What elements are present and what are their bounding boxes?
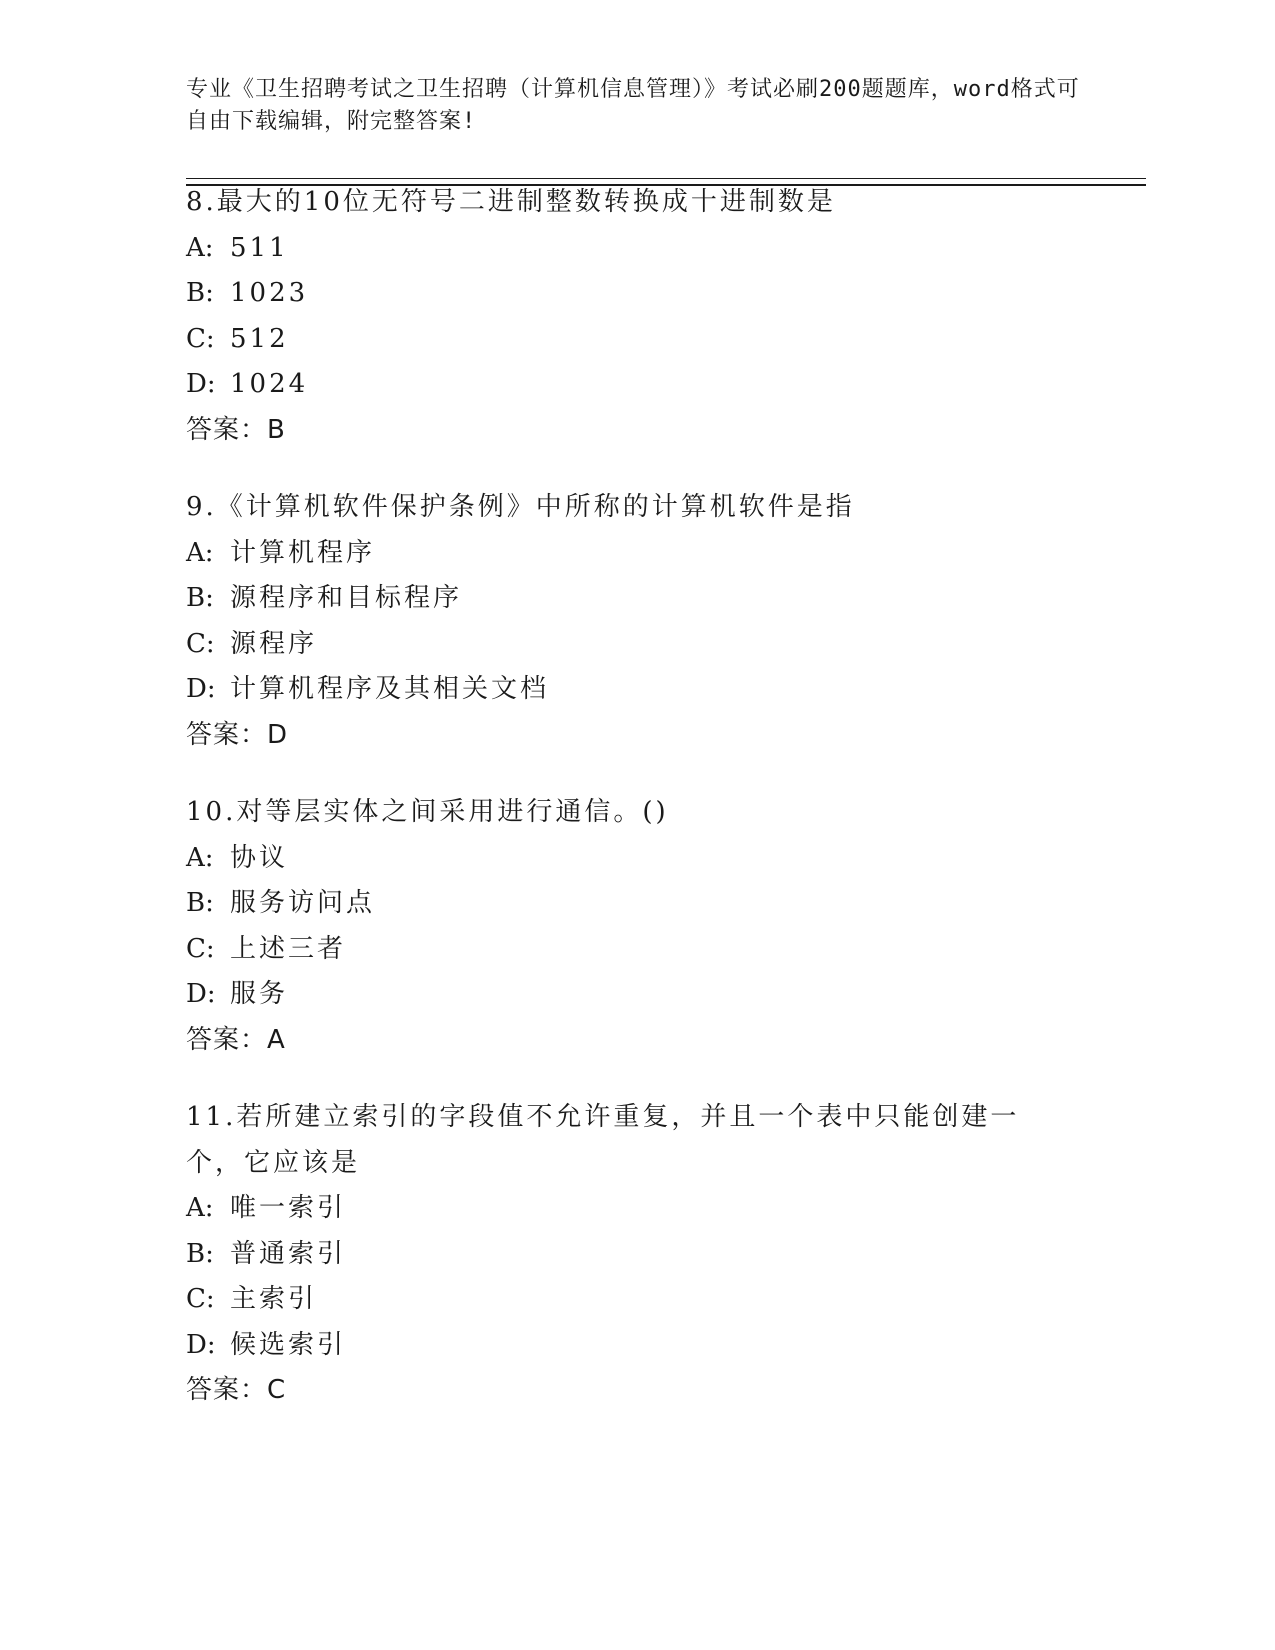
question-stem: 11.若所建立索引的字段值不允许重复，并且一个表中只能创建一个，它应该是 bbox=[186, 1102, 1020, 1178]
option-d bbox=[186, 972, 1086, 1018]
option-key: B: bbox=[186, 888, 214, 918]
question-10 bbox=[186, 790, 1086, 1063]
option-key: D: bbox=[186, 369, 216, 399]
option-d bbox=[186, 362, 1086, 408]
answer: 答案：A bbox=[186, 1024, 286, 1055]
option-text: 候选索引 bbox=[230, 1329, 347, 1360]
option-c bbox=[186, 317, 1086, 363]
question-stem: 9.《计算机软件保护条例》中所称的计算机软件是指 bbox=[186, 492, 855, 522]
option-a bbox=[186, 1186, 1086, 1232]
answer: 答案：D bbox=[186, 719, 289, 750]
option-key: B: bbox=[186, 1238, 214, 1269]
option-c bbox=[186, 927, 1086, 973]
option-a bbox=[186, 531, 1086, 577]
option-c bbox=[186, 622, 1086, 668]
option-d bbox=[186, 667, 1086, 713]
option-text: 普通索引 bbox=[230, 1238, 347, 1269]
option-key: A: bbox=[186, 1193, 214, 1223]
option-key: A: bbox=[186, 842, 214, 873]
option-key: D: bbox=[186, 674, 216, 704]
document-header: 专业《卫生招聘考试之卫生招聘（计算机信息管理）》考试必刷200题题库，word格式可自由下载编辑，附完整答案! bbox=[186, 77, 1080, 134]
answer: 答案：C bbox=[186, 1375, 287, 1405]
option-b bbox=[186, 271, 1086, 317]
question-stem: 8.最大的10位无符号二进制整数转换成十进制数是 bbox=[186, 187, 836, 217]
option-text: 512 bbox=[230, 323, 289, 354]
option-text: 源程序 bbox=[230, 628, 318, 659]
question-8 bbox=[186, 180, 1086, 453]
option-a bbox=[186, 836, 1086, 882]
option-d bbox=[186, 1323, 1086, 1369]
option-text: 源程序和目标程序 bbox=[230, 583, 463, 613]
option-key: B: bbox=[186, 278, 214, 308]
option-key: D: bbox=[186, 1329, 216, 1360]
question-11 bbox=[186, 1095, 1086, 1414]
option-text: 服务访问点 bbox=[230, 888, 376, 918]
question-9 bbox=[186, 485, 1086, 758]
option-b bbox=[186, 1232, 1086, 1278]
option-text: 1024 bbox=[230, 369, 309, 399]
option-key: D: bbox=[186, 979, 216, 1009]
option-text: 1023 bbox=[230, 278, 309, 308]
answer: 答案：B bbox=[186, 414, 286, 445]
option-key: C: bbox=[186, 1284, 215, 1314]
option-c bbox=[186, 1277, 1086, 1323]
option-text: 唯一索引 bbox=[230, 1193, 347, 1223]
option-key: A: bbox=[186, 537, 214, 568]
option-text: 协议 bbox=[230, 842, 289, 873]
option-text: 上述三者 bbox=[230, 933, 347, 964]
option-b bbox=[186, 576, 1086, 622]
option-text: 服务 bbox=[230, 979, 289, 1009]
option-key: A: bbox=[186, 232, 214, 263]
option-key: C: bbox=[186, 628, 215, 659]
option-text: 计算机程序 bbox=[230, 537, 376, 568]
option-text: 511 bbox=[230, 232, 289, 263]
option-text: 主索引 bbox=[230, 1284, 318, 1314]
option-key: B: bbox=[186, 583, 214, 613]
option-text: 计算机程序及其相关文档 bbox=[230, 674, 550, 704]
option-a bbox=[186, 226, 1086, 272]
question-stem: 10.对等层实体之间采用进行通信。() bbox=[186, 797, 669, 827]
option-key: C: bbox=[186, 323, 215, 354]
option-key: C: bbox=[186, 933, 215, 964]
option-b bbox=[186, 881, 1086, 927]
